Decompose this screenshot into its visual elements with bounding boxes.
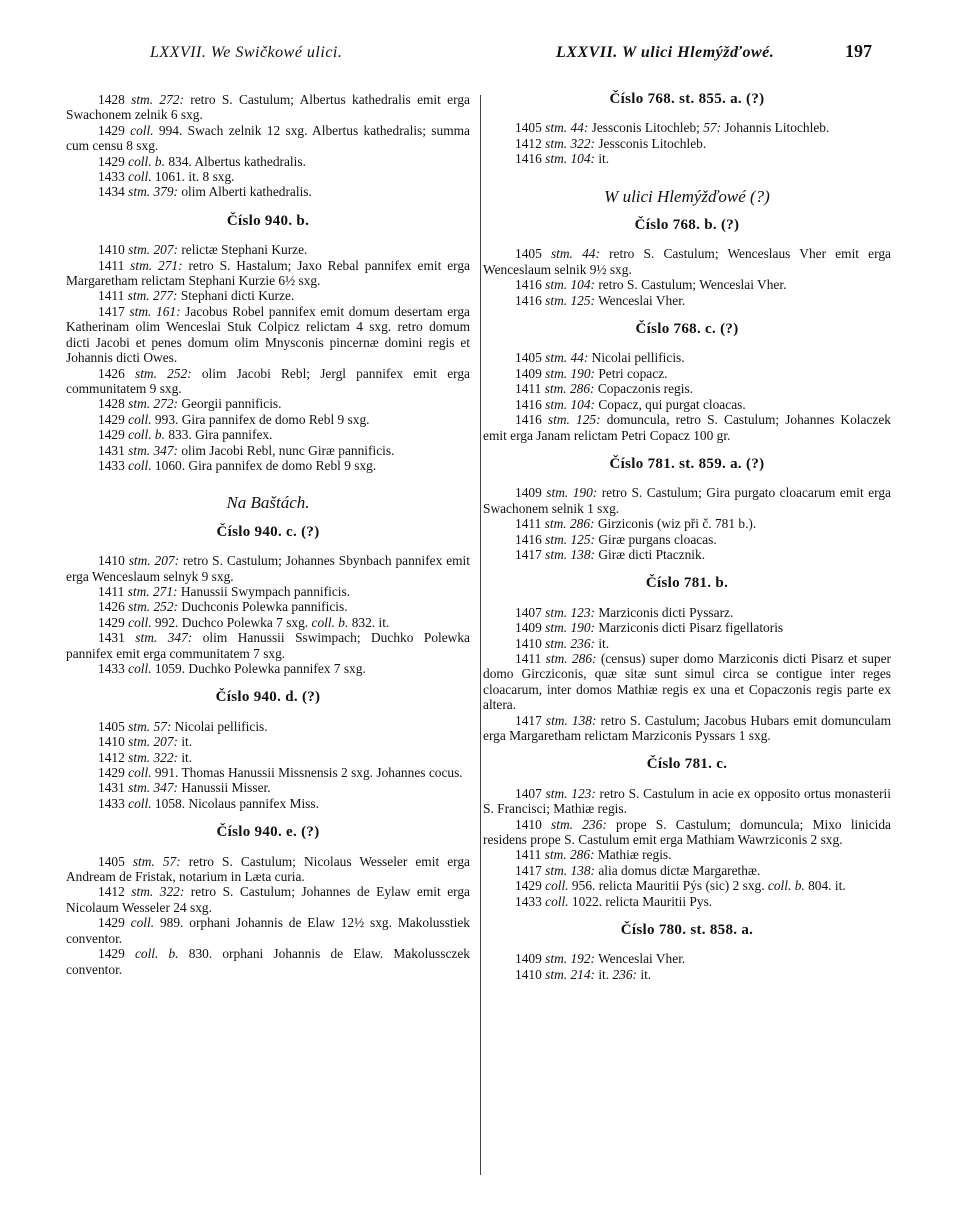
column-divider bbox=[480, 95, 481, 1175]
register-entry: 1411 stm. 286: Copaczonis regis. bbox=[515, 381, 694, 397]
register-entry: 1426 stm. 252: olim Jacobi Rebl; Jergl pannifex emit erga communitatem 9 sxg. bbox=[66, 365, 470, 396]
page-header-left: LXXVII. We Swičkowé ulici. bbox=[150, 44, 343, 61]
register-entry: 1410 stm. 236: it. bbox=[515, 635, 610, 651]
register-entry: 1409 stm. 190: retro S. Castulum; Gira purgato cloacarum emit erga Swachonem selnik 1 sxg. bbox=[483, 485, 891, 516]
register-entry: 1405 stm. 57: Nicolai pellificis. bbox=[98, 718, 268, 734]
street-section-title: Na Baštách. bbox=[226, 493, 310, 513]
register-entry: 1409 stm. 190: Petri copacz. bbox=[515, 365, 668, 381]
register-entry: 1416 stm. 104: Copacz, qui purgat cloacas. bbox=[515, 396, 746, 412]
right-column bbox=[483, 92, 891, 982]
register-entry: 1429 coll. 994. Swach zelnik 12 sxg. Albertus kathedralis; summa cum censu 8 sxg. bbox=[66, 122, 470, 154]
register-entry: 1429 coll. 991. Thomas Hanussii Missnensis 2 sxg. Johannes cocus. bbox=[98, 765, 463, 781]
register-entry: 1433 coll. 1060. Gira pannifex de domo Rebl 9 sxg. bbox=[98, 457, 377, 473]
register-entry: 1410 stm. 214: it. 236: it. bbox=[515, 966, 652, 982]
register-entry: 1416 stm. 104: it. bbox=[515, 151, 610, 167]
register-entry: 1433 coll. 1061. it. 8 sxg. bbox=[98, 169, 235, 185]
entry-number-heading: Číslo 780. st. 858. a. bbox=[620, 922, 754, 939]
register-entry: 1410 stm. 236: prope S. Castulum; domuncula; Mixo linicida residens prope S. Castulum emit erga Mathiam Wawrziconis 2 sxg. bbox=[483, 816, 891, 848]
register-entry: 1410 stm. 207: it. bbox=[98, 734, 193, 750]
register-entry: 1417 stm. 138: Giræ dicti Ptacznik. bbox=[515, 546, 706, 562]
register-entry: 1434 stm. 379: olim Alberti kathedralis. bbox=[98, 184, 312, 200]
page-number: 197 bbox=[845, 41, 872, 61]
entry-number-heading: Číslo 940. e. (?) bbox=[216, 824, 320, 841]
register-entry: 1412 stm. 322: Jessconis Litochleb. bbox=[515, 135, 707, 151]
register-entry: 1411 stm. 286: Mathiæ regis. bbox=[515, 847, 672, 863]
register-entry: 1410 stm. 207: relictæ Stephani Kurze. bbox=[98, 242, 308, 258]
register-entry: 1411 stm. 286: (census) super domo Marziconis dicti Pisarz et super domo Girczіconis, quæ sitæ sunt simul circa se contigue inter reges cloacarum, inter domos Mathiæ regis ex una et Copaczonis regis parte ex altera. bbox=[483, 650, 891, 713]
left-column bbox=[66, 92, 470, 977]
register-entry: 1429 coll. b. 830. orphani Johannis de Elaw. Makolussczek conventor. bbox=[66, 946, 470, 977]
register-entry: 1429 coll. 989. orphani Johannis de Elaw 12½ sxg. Makolusstiek conventor. bbox=[66, 915, 470, 946]
entry-number-heading: Číslo 781. c. bbox=[646, 756, 728, 773]
page-header-right: LXXVII. W ulici Hlemýžďowé. bbox=[556, 44, 775, 61]
entry-number-heading: Číslo 940. d. (?) bbox=[215, 689, 321, 706]
register-entry: 1431 stm. 347: olim Jacobi Rebl, nunc Giræ pannificis. bbox=[98, 442, 395, 458]
register-entry: 1431 stm. 347: Hanussii Misser. bbox=[98, 780, 271, 796]
register-entry: 1409 stm. 190: Marziconis dicti Pisarz figellatoris bbox=[515, 620, 784, 636]
register-entry: 1411 stm. 277: Stephani dicti Kurze. bbox=[98, 288, 295, 304]
register-entry: 1429 coll. b. 833. Gira pannifex. bbox=[98, 427, 273, 443]
register-entry: 1416 stm. 125: Giræ purgans cloacas. bbox=[515, 531, 717, 547]
entry-number-heading: Číslo 781. b. bbox=[645, 575, 729, 592]
register-entry: 1417 stm. 161: Jacobus Robel pannifex emit domum desertam erga Katherinam olim Wenceslai Stuk Colpicz relictam 4 sxg. retro domum dicti Jacobi et penes domum olim Mnysсonis pincernæ domini regis et Johannis dicti Owes. bbox=[66, 303, 471, 366]
entry-number-heading: Číslo 768. st. 855. a. (?) bbox=[609, 91, 765, 107]
register-entry: 1405 stm. 44: Jessconis Litochleb; 57: Johannis Litochleb. bbox=[515, 120, 830, 136]
register-entry: 1405 stm. 57: retro S. Castulum; Nicolaus Wesseler emit erga Andream de Fristak, notarium in Læta curia. bbox=[66, 853, 470, 885]
entry-number-heading: Číslo 768. c. (?) bbox=[635, 321, 739, 338]
register-entry: 1417 stm. 138: retro S. Castulum; Jacobus Hubars emit domunculam erga Margaretham relictam Marziconis Pyssars 1 sxg. bbox=[483, 712, 892, 743]
register-entry: 1426 stm. 252: Duchconis Polewka pannificis. bbox=[98, 599, 348, 615]
register-entry: 1428 stm. 272: retro S. Castulum; Albertus kathedralis emit erga Swachonem zelnik 6 sxg. bbox=[66, 92, 470, 123]
register-entry: 1405 stm. 44: retro S. Castulum; Wenceslaus Vher emit erga Wenceslaum selnik 9½ sxg. bbox=[483, 246, 891, 277]
register-entry: 1416 stm. 125: domuncula, retro S. Castulum; Johannes Kolaczek emit erga Janam relictam Petri Copacz 100 gr. bbox=[483, 412, 891, 443]
register-entry: 1411 stm. 271: retro S. Hastalum; Jaxo Rebal pannifex emit erga Margaretham relictam Stephani Kurzie 6½ sxg. bbox=[66, 257, 470, 289]
register-entry: 1416 stm. 104: retro S. Castulum; Wenceslai Vher. bbox=[515, 277, 787, 293]
register-entry: 1417 stm. 138: alia domus dictæ Margarethæ. bbox=[515, 862, 761, 878]
register-entry: 1412 stm. 322: it. bbox=[98, 749, 193, 765]
entry-number-heading: Číslo 940. b. bbox=[226, 212, 310, 229]
register-entry: 1429 coll. b. 834. Albertus kathedralis. bbox=[98, 153, 306, 169]
register-entry: 1412 stm. 322: retro S. Castulum; Johannes de Eylaw emit erga Nicolaum Wesseler 24 sxg. bbox=[66, 884, 470, 915]
register-entry: 1405 stm. 44: Nicolai pellificis. bbox=[515, 350, 685, 366]
register-entry: 1429 coll. 956. relicta Mauritii Pýs (sic) 2 sxg. coll. b. 804. it. bbox=[515, 878, 846, 894]
register-entry: 1428 stm. 272: Georgii pannificis. bbox=[98, 396, 282, 412]
register-entry: 1433 coll. 1022. relicta Mauritii Pys. bbox=[515, 893, 713, 909]
register-entry: 1411 stm. 271: Hanussii Swympach pannificis. bbox=[98, 583, 351, 599]
register-entry: 1429 coll. 992. Duchco Polewka 7 sxg. coll. b. 832. it. bbox=[98, 614, 390, 630]
register-entry: 1416 stm. 125: Wenceslai Vher. bbox=[515, 292, 686, 308]
entry-number-heading: Číslo 940. c. (?) bbox=[216, 523, 320, 540]
entry-number-heading: Číslo 781. st. 859. a. (?) bbox=[609, 455, 765, 472]
register-entry: 1407 stm. 123: retro S. Castulum in acie ex opposito ortus monasterii S. Francisci; Mathiæ regis. bbox=[483, 785, 892, 817]
register-entry: 1433 coll. 1058. Nicolaus pannifex Miss. bbox=[98, 795, 319, 811]
register-entry: 1410 stm. 207: retro S. Castulum; Johannes Sbynbach pannifex emit erga Wenceslaum selnyk 9 sxg. bbox=[66, 553, 471, 584]
register-entry: 1409 stm. 192: Wenceslai Vher. bbox=[515, 951, 686, 967]
register-entry: 1431 stm. 347: olim Hanussii Sswimpach; Duchko Polewka pannifex emit erga communitatem 7 sxg. bbox=[66, 630, 470, 661]
register-entry: 1433 coll. 1059. Duchko Polewka pannifex 7 sxg. bbox=[98, 661, 366, 676]
register-entry: 1407 stm. 123: Marziconis dicti Pyssarz. bbox=[515, 604, 734, 620]
register-entry: 1411 stm. 286: Girziconis (wiz při č. 781 b.). bbox=[515, 516, 757, 532]
register-entry: 1429 coll. 993. Gira pannifex de domo Rebl 9 sxg. bbox=[98, 411, 370, 427]
entry-number-heading: Číslo 768. b. (?) bbox=[634, 217, 740, 234]
street-section-title: W ulici Hlemýžďowé (?) bbox=[604, 186, 770, 206]
